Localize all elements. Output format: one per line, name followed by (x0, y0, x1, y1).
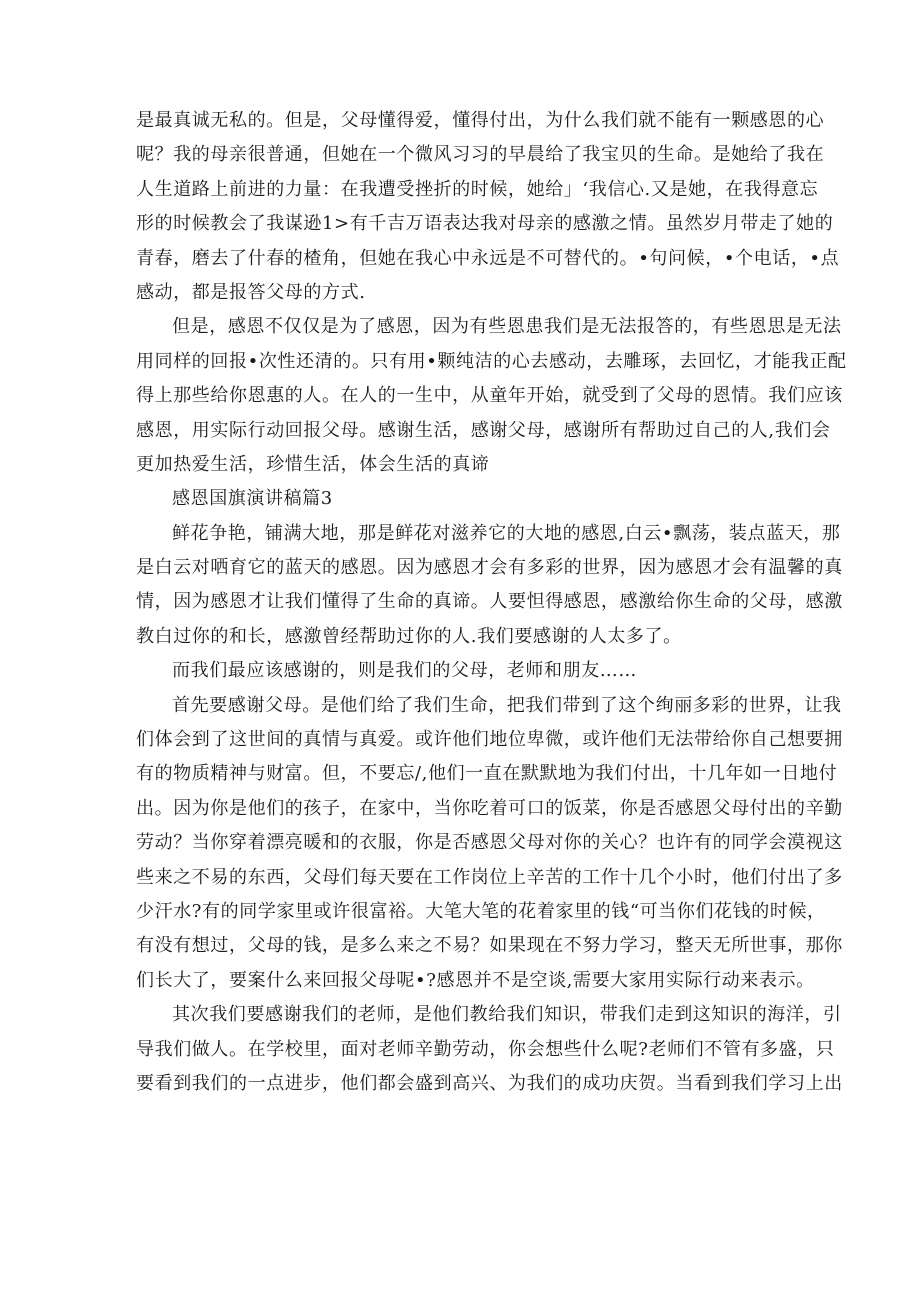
text-line: 更加热爱生活，珍惜生活，体会生活的真谛 (136, 453, 490, 475)
paragraph-2 (136, 310, 847, 482)
document-body (136, 104, 847, 1101)
text-line: 有没有想过，父母的钱，是多么来之不易？如果现在不努力学习，整天无所世事，那你 (136, 935, 843, 957)
text-line: 而我们最应该感谢的，则是我们的父母，老师和朋友…… (172, 660, 637, 682)
text-line: 首先要感谢父母。是他们给了我们生命，把我们带到了这个绚丽多彩的世界，让我 (172, 694, 842, 716)
text-line: 是最真诚无私的。但是，父母懂得爱，懂得付出，为什么我们就不能有一颗感恩的心 (136, 110, 825, 131)
text-line: 情，因为感恩才让我们懂得了生命的真谛。人要怛得感恩，感激给你生命的父母，感激 (136, 591, 843, 613)
text-line: 教白过你的和长，感激曾经帮助过你的人.我们要感谢的人太多了。 (136, 625, 682, 647)
text-line: 形的时候教会了我谋逊1>有千吉万语表达我对母亲的感激之情。虽然岁月带走了她的 (136, 213, 834, 235)
text-line: 们长大了，要案什么来回报父母呢•?感恩并不是空谈,需要大家用实际行动来表示。 (136, 969, 815, 991)
text-line: 要看到我们的一点进步，他们都会盛到高兴、为我们的成功庆贺。当看到我们学习上出 (136, 1072, 843, 1094)
text-line: 们体会到了这世间的真情与真爱。或许他们地位卑微，或许他们无法带给你自己想要拥 (136, 729, 843, 751)
text-line: 其次我们要感谢我们的老师，是他们教给我们知识，带我们走到这知识的海洋，引 (172, 1004, 842, 1026)
text-line: 用同样的回报•次性还清的。只有用•颗纯洁的心去感动，去雕琢，去回忆，才能我正配 (136, 350, 847, 372)
paragraph-3 (136, 517, 843, 655)
heading-text: 感恩国旗演讲稿篇3 (172, 488, 333, 510)
text-line: 感恩，用实际行动回报父母。感谢生活，感谢父母，感谢所有帮助过自己的人,我们会 (136, 419, 831, 441)
text-line: 少汗水?有的同学家里或许很富裕。大笔大笔的花着家里的钱“可当你们花钱的时候， (136, 900, 826, 922)
text-line: 人生道路上前进的力量：在我遭受挫折的时候，她给」‘我信心.又是她，在我得意忘 (136, 178, 819, 200)
paragraph-6 (136, 998, 843, 1101)
paragraph-1 (136, 104, 840, 310)
paragraph-5 (136, 689, 843, 999)
text-line: 有的物质精神与财富。但，不要忘/,他们一直在默默地为我们付出，十几年如一日地付 (136, 763, 838, 785)
text-line: 感动，都是报答父母的方式. (136, 281, 366, 303)
text-line: 些来之不易的东西，父母们每天要在工作岗位上辛苦的工作十几个小时，他们付出了多 (136, 866, 843, 888)
text-line: 导我们做人。在学校里，面对老师辛勤劳动，你会想些什么呢?老师们不管有多盛，只 (136, 1038, 835, 1060)
text-line: 青春，磨去了什春的楂角，但她在我心中永远是不可替代的。•句问候，•个电话，•点 (136, 247, 840, 269)
text-line: 是白云对哂育它的蓝天的感恩。因为感恩才会有多彩的世界，因为感恩才会有温馨的真 (136, 557, 843, 579)
paragraph-4 (136, 654, 781, 688)
text-line: 得上那些给你恩惠的人。在人的一生中，从童年开始，就受到了父母的恩情。我们应该 (136, 385, 843, 407)
text-line: 劳动？当你穿着漂亮暖和的衣服，你是否感恩父母对你的关心？也许有的同学会漠视这 (136, 832, 843, 854)
text-line: 出。因为你是他们的孩子，在家中，当你吃着可口的饭菜，你是否感恩父母付出的辛勤 (136, 797, 843, 819)
text-line: 呢？我的母亲很普通，但她在一个微风习习的早晨给了我宝贝的生命。是她给了我在 (136, 144, 825, 166)
text-line: 鲜花争艳，铺满大地，那是鲜花对滋养它的大地的感恩,白云•飘荡，装点蓝天，那 (172, 522, 841, 544)
text-line: 但是，感恩不仅仅是为了感恩，因为有些恩患我们是无法报答的，有些恩思是无法 (172, 316, 842, 338)
section-heading (136, 482, 781, 516)
